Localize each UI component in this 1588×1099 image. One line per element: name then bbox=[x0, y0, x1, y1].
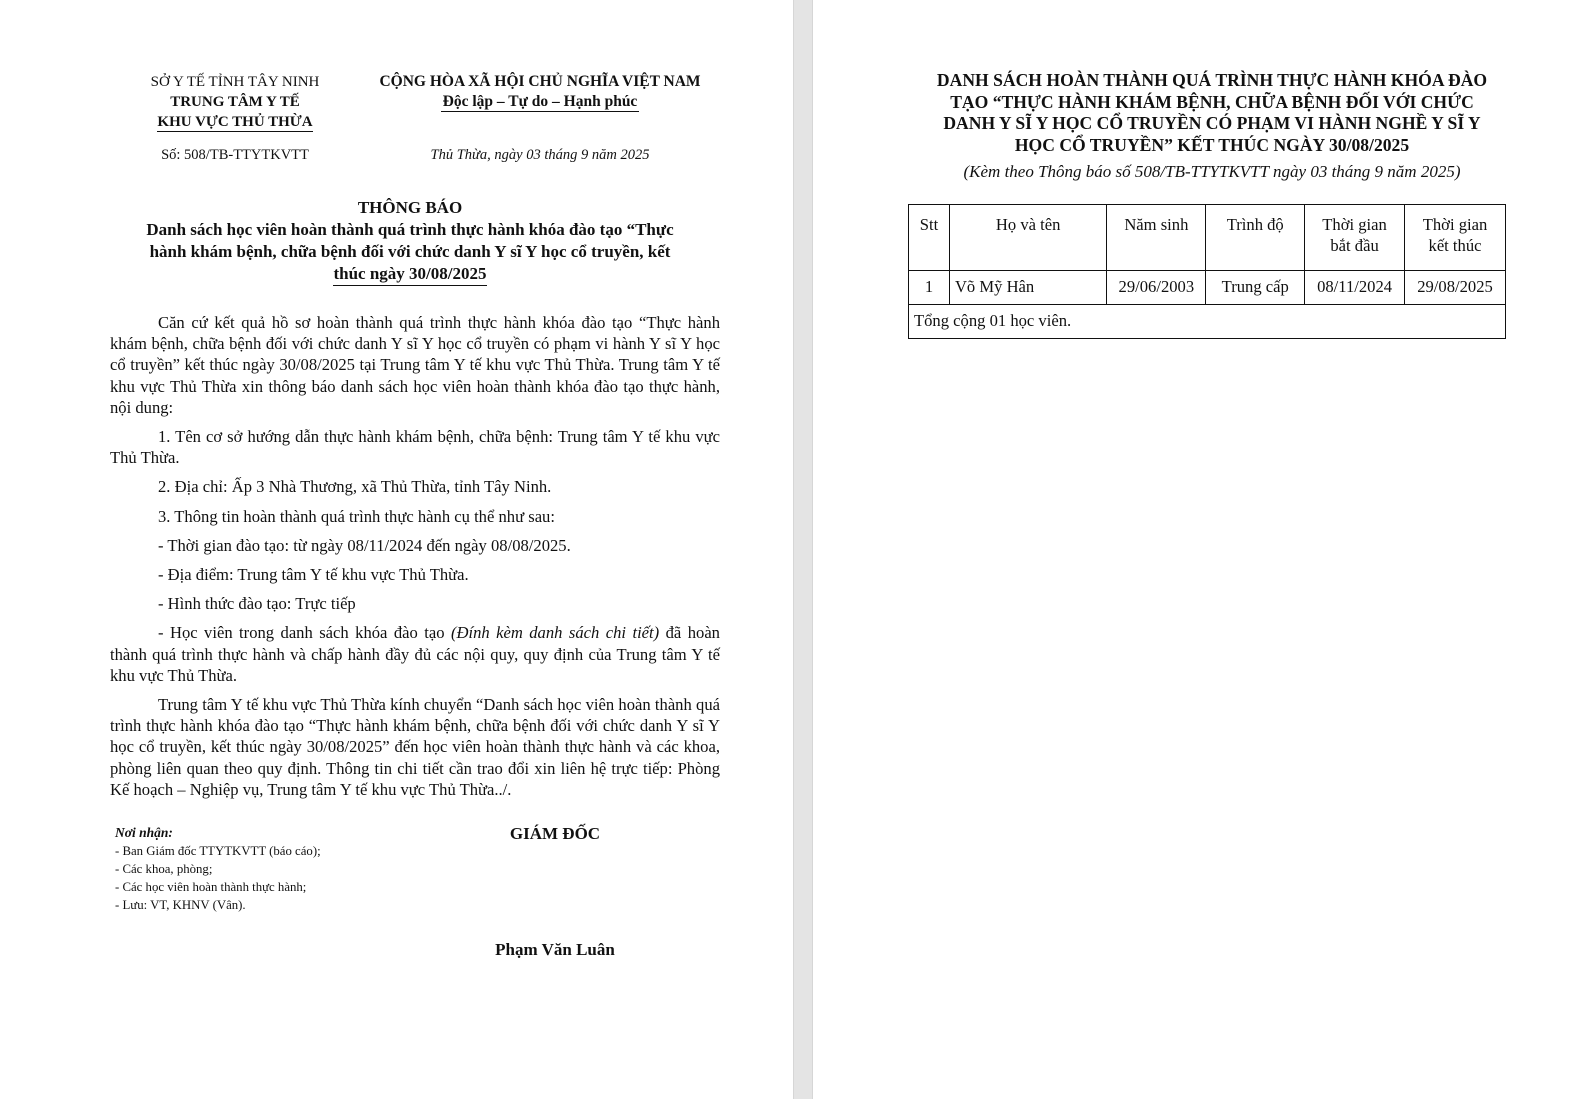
cell-level: Trung cấp bbox=[1206, 271, 1305, 305]
recipient-item: - Lưu: VT, KHNV (Vân). bbox=[115, 898, 246, 912]
cell-total: Tổng cộng 01 học viên. bbox=[909, 305, 1506, 339]
title-subtitle-1: Danh sách học viên hoàn thành quá trình thực hành khóa đào tạo “Thực bbox=[146, 220, 674, 239]
training-place: - Địa điểm: Trung tâm Y tế khu vực Thủ Thừa. bbox=[158, 565, 469, 585]
annex-title-line-2: TẠO “THỰC HÀNH KHÁM BỆNH, CHỮA BỆNH ĐỐI VỚI CHỨC bbox=[950, 91, 1474, 112]
notice-title bbox=[110, 197, 710, 286]
recipient-item: - Các học viên hoàn thành thực hành; bbox=[115, 880, 307, 894]
signer-name: Phạm Văn Luân bbox=[495, 940, 615, 959]
table-total-row bbox=[909, 305, 1506, 339]
item-1: 1. Tên cơ sở hướng dẫn thực hành khám bệnh, chữa bệnh: Trung tâm Y tế khu vực Thủ Thừa. bbox=[110, 427, 720, 468]
student-table bbox=[908, 204, 1506, 339]
item-3: 3. Thông tin hoàn thành quá trình thực hành cụ thể như sau: bbox=[158, 506, 555, 526]
training-time: - Thời gian đào tạo: từ ngày 08/11/2024 đến ngày 08/08/2025. bbox=[158, 535, 571, 555]
cell-name: Võ Mỹ Hân bbox=[949, 271, 1106, 305]
students-paragraph: - Học viên trong danh sách khóa đào tạo (Đính kèm danh sách chi tiết) đã hoàn thành quá trình thực hành và chấp hành đầy đủ các nội quy, quy định của Trung tâm Y tế khu vực Thủ Thừa. bbox=[110, 623, 720, 685]
col-header-start: Thời gian bắt đầu bbox=[1305, 205, 1405, 271]
org-line-1: SỞ Y TẾ TỈNH TÂY NINH bbox=[150, 74, 320, 90]
cell-end: 29/08/2025 bbox=[1405, 271, 1506, 305]
annex-title-line-3: DANH Y SĨ Y HỌC CỔ TRUYỀN CÓ PHẠM VI HÀNH NGHỀ Y SĨ Y bbox=[943, 113, 1481, 133]
page-1 bbox=[0, 0, 793, 1099]
col-header-birth: Năm sinh bbox=[1107, 205, 1206, 271]
issuing-organization bbox=[120, 72, 350, 132]
national-header bbox=[365, 72, 715, 112]
page-2 bbox=[812, 0, 1588, 1099]
col-header-end: Thời gian kết thúc bbox=[1405, 205, 1506, 271]
training-form: - Hình thức đào tạo: Trực tiếp bbox=[158, 594, 356, 614]
intro-paragraph: Căn cứ kết quả hồ sơ hoàn thành quá trình thực hành khóa đào tạo “Thực hành khám bệnh, chữa bệnh đối với chức danh Y sĩ Y học cổ truyền có phạm vi hành Y sĩ Y học cổ truyền” kết thúc ngày 30/08/2025 tại Trung tâm Y tế khu vực Thủ Thừa. Trung tâm Y tế khu vực Thủ Thừa xin thông báo danh sách học viên hoàn thành khóa đào tạo thực hành, nội dung: bbox=[110, 313, 720, 417]
cell-birth: 29/06/2003 bbox=[1107, 271, 1206, 305]
annex-title bbox=[912, 70, 1512, 156]
document-date: Thủ Thừa, ngày 03 tháng 9 năm 2025 bbox=[430, 147, 650, 163]
signature-title: GIÁM ĐỐC bbox=[509, 824, 601, 843]
title-subtitle-2: hành khám bệnh, chữa bệnh đối với chức danh Y sĩ Y học cổ truyền, kết bbox=[149, 242, 671, 261]
table-header-row bbox=[909, 205, 1506, 271]
page-gutter bbox=[793, 0, 813, 1099]
col-header-name: Họ và tên bbox=[949, 205, 1106, 271]
annex-title-line-1: DANH SÁCH HOÀN THÀNH QUÁ TRÌNH THỰC HÀNH KHÓA ĐÀO bbox=[936, 70, 1488, 90]
annex-title-line-4: HỌC CỔ TRUYỀN” KẾT THÚC NGÀY 30/08/2025 bbox=[1014, 134, 1410, 155]
recipients-label: Nơi nhận: bbox=[115, 825, 173, 840]
table-row bbox=[909, 271, 1506, 305]
cell-stt: 1 bbox=[909, 271, 950, 305]
col-header-stt: Stt bbox=[909, 205, 950, 271]
recipient-item: - Ban Giám đốc TTYTKVTT (báo cáo); bbox=[115, 844, 321, 858]
recipients-block bbox=[115, 824, 415, 914]
col-header-level: Trình độ bbox=[1206, 205, 1305, 271]
national-motto: Độc lập – Tự do – Hạnh phúc bbox=[442, 93, 638, 110]
title-subtitle-3: thúc ngày 30/08/2025 bbox=[333, 263, 486, 286]
title-main: THÔNG BÁO bbox=[357, 198, 463, 217]
item-2: 2. Địa chỉ: Ấp 3 Nhà Thương, xã Thủ Thừa, tỉnh Tây Ninh. bbox=[158, 477, 552, 497]
org-line-2: TRUNG TÂM Y TẾ bbox=[170, 94, 300, 110]
document-number: Số: 508/TB-TTYTKVTT bbox=[161, 147, 309, 163]
org-line-3: KHU VỰC THỦ THỪA bbox=[157, 114, 313, 130]
notice-body bbox=[110, 312, 720, 808]
closing-paragraph: Trung tâm Y tế khu vực Thủ Thừa kính chuyển “Danh sách học viên hoàn thành quá trình thực hành khóa đào tạo “Thực hành khám bệnh, chữa bệnh đối với chức danh Y sĩ Y học cổ truyền, kết thúc ngày 30/08/2025” đến học viên hoàn thành thực hành và các khoa, phòng liên quan theo quy định. Thông tin chi tiết cần trao đổi xin liên hệ trực tiếp: Phòng Kế hoạch – Nghiệp vụ, Trung tâm Y tế khu vực Thủ Thừa../. bbox=[110, 695, 720, 799]
attachment-note: (Đính kèm danh sách chi tiết) bbox=[450, 623, 660, 643]
recipient-item: - Các khoa, phòng; bbox=[115, 862, 213, 876]
nation-name: CỘNG HÒA XÃ HỘI CHỦ NGHĨA VIỆT NAM bbox=[379, 73, 701, 90]
cell-start: 08/11/2024 bbox=[1305, 271, 1405, 305]
annex-subtitle: (Kèm theo Thông báo số 508/TB-TTYTKVTT ngày 03 tháng 9 năm 2025) bbox=[963, 162, 1461, 181]
